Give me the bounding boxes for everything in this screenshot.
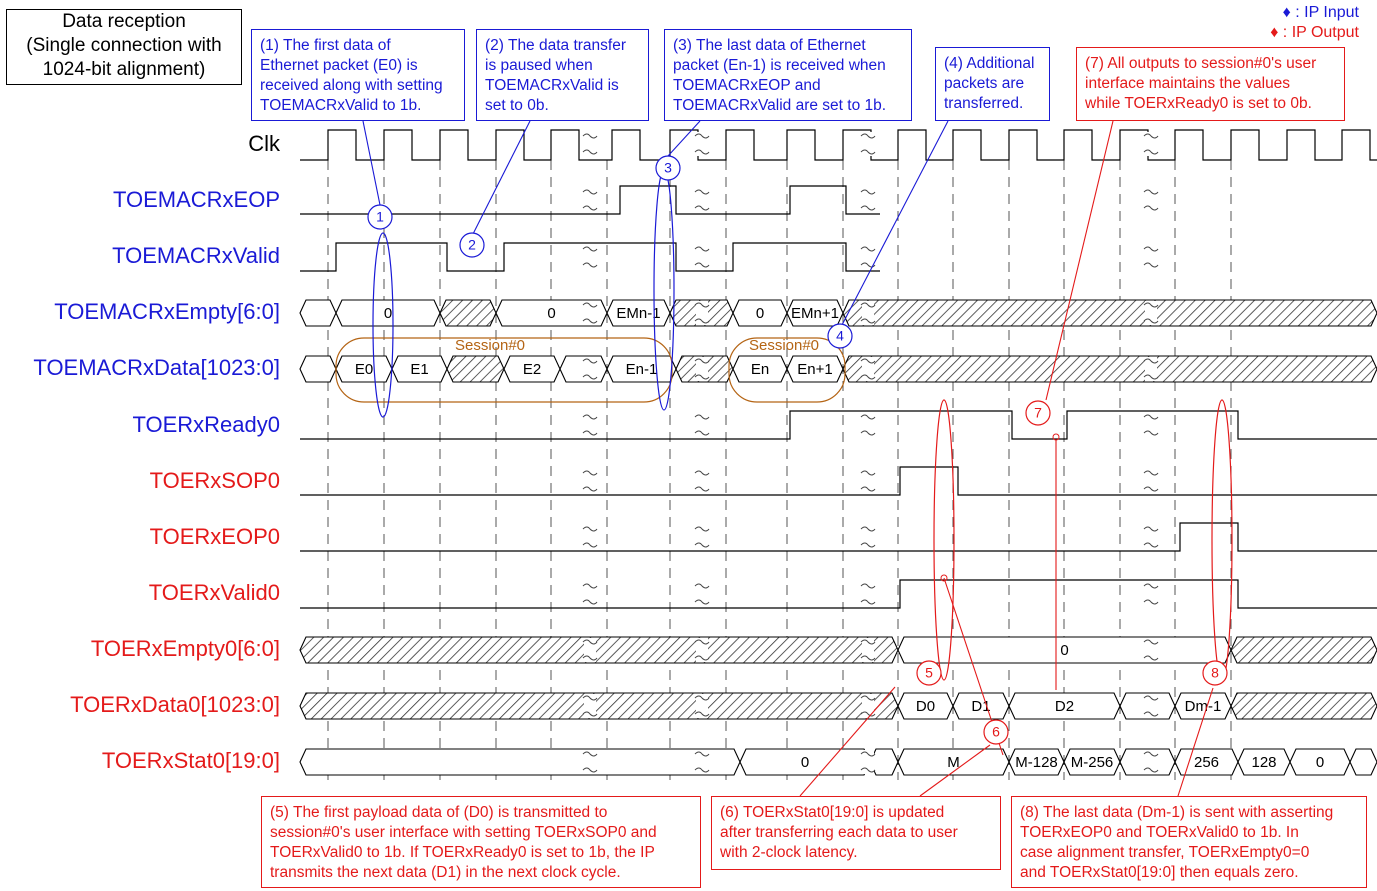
break-mark — [583, 301, 597, 325]
break-mark — [695, 413, 709, 437]
marker-number: 5 — [925, 664, 933, 681]
note-1-line: TOEMACRxValid to 1b. — [260, 97, 422, 114]
break-mark — [861, 638, 875, 662]
break-mark — [583, 750, 597, 774]
note-6 — [711, 796, 1001, 870]
break-mark — [1144, 357, 1158, 381]
note-7 — [1076, 47, 1345, 121]
note-8 — [1011, 796, 1367, 888]
note-7-line: interface maintains the values — [1085, 75, 1291, 92]
stat0-value: M-256 — [1070, 753, 1114, 771]
break-mark — [1144, 469, 1158, 493]
note-2-line: set to 0b. — [485, 97, 549, 114]
break-mark — [1144, 694, 1158, 718]
note-2 — [476, 29, 649, 121]
marker-number: 6 — [992, 723, 1000, 740]
break-mark — [695, 525, 709, 549]
mac-empty-value: EMn+1 — [791, 304, 839, 322]
callout-line — [472, 121, 530, 236]
break-mark — [1144, 188, 1158, 212]
session-label: Session#0 — [454, 336, 526, 354]
title-line-1: Data reception — [62, 11, 186, 32]
signal-label-sop0: TOERxSOP0 — [149, 468, 280, 493]
mac-data-value: En+1 — [797, 360, 833, 378]
note-8-line: TOERxEOP0 and TOERxValid0 to 1b. In — [1020, 824, 1299, 841]
break-mark — [695, 245, 709, 269]
note-8-line: and TOERxStat0[19:0] then equals zero. — [1020, 864, 1299, 881]
note-8-line: (8) The last data (Dm-1) is sent with asserting — [1020, 804, 1334, 821]
empty0-cell — [300, 637, 898, 663]
mac-empty-value: 0 — [547, 304, 556, 322]
mac-empty-cell — [440, 300, 496, 326]
break-mark — [861, 469, 875, 493]
break-mark — [583, 413, 597, 437]
note-1-line: received along with setting — [260, 77, 443, 94]
marker-number: 3 — [664, 159, 672, 176]
title-line-2: (Single connection with — [26, 35, 222, 56]
break-mark — [695, 188, 709, 212]
break-mark — [1144, 638, 1158, 662]
mac-empty-value: 0 — [383, 304, 393, 322]
stat0-value: 128 — [1251, 753, 1277, 771]
marker-number: 2 — [468, 236, 476, 253]
note-5-line: (5) The first payload data of (D0) is transmitted to — [270, 804, 608, 821]
note-6-line: after transferring each data to user — [720, 824, 958, 841]
break-mark — [695, 469, 709, 493]
stat0-cell — [300, 749, 740, 775]
mac-data-value: En — [750, 360, 770, 378]
note-4 — [935, 47, 1050, 121]
note-3-line: TOEMACRxEOP and — [673, 77, 821, 94]
break-mark — [861, 694, 875, 718]
signal-label-ready0: TOERxReady0 — [132, 412, 280, 437]
break-mark — [695, 301, 709, 325]
break-mark — [583, 469, 597, 493]
break-mark — [695, 357, 709, 381]
break-mark — [861, 413, 875, 437]
break-mark — [861, 750, 875, 774]
mac-data-cell — [843, 356, 1377, 382]
diagram-title — [6, 9, 242, 85]
data0-value: Dm-1 — [1184, 697, 1222, 715]
break-mark — [861, 525, 875, 549]
note-5-line: TOERxValid0 to 1b. If TOERxReady0 is set to 1b, the IP — [270, 844, 655, 861]
clk-wave — [300, 130, 1377, 160]
note-4-line: (4) Additional — [944, 55, 1035, 72]
note-1-line: (1) The first data of — [260, 37, 391, 54]
break-mark — [583, 357, 597, 381]
callout-line — [842, 121, 948, 325]
break-mark — [861, 357, 875, 381]
session-label: Session#0 — [748, 336, 820, 354]
data0-value: D2 — [1054, 697, 1075, 715]
note-7-line: (7) All outputs to session#0's user — [1085, 55, 1317, 72]
break-mark — [1144, 132, 1158, 156]
data0-cell — [1231, 693, 1377, 719]
signal-label-stat0: TOERxStat0[19:0] — [101, 748, 280, 773]
note-8-line: case alignment transfer, TOERxEmpty0=0 — [1020, 844, 1310, 861]
empty0-cell — [1231, 637, 1377, 663]
mac-empty-value: EMn-1 — [616, 304, 661, 322]
mac-data-value: E2 — [522, 360, 542, 378]
note-3 — [664, 29, 912, 121]
note-6-line: (6) TOERxStat0[19:0] is updated — [720, 804, 945, 821]
break-mark — [1144, 413, 1158, 437]
marker-number: 7 — [1034, 404, 1042, 421]
legend-output: ♦ : IP Output — [1270, 24, 1359, 41]
callout-line — [363, 121, 380, 205]
break-mark — [1144, 525, 1158, 549]
title-line-3: 1024-bit alignment) — [42, 59, 206, 80]
mac-data-value: E1 — [410, 360, 429, 378]
marker-number: 4 — [836, 327, 844, 344]
break-mark — [695, 694, 709, 718]
stat0-value: 0 — [800, 753, 810, 771]
break-mark — [861, 132, 875, 156]
note-7-line: while TOERxReady0 is set to 0b. — [1085, 95, 1312, 112]
stat0-value: M — [947, 753, 960, 771]
signal-label-empty0: TOERxEmpty0[6:0] — [90, 636, 280, 661]
note-5-line: session#0's user interface with setting TOERxSOP0 and — [270, 824, 657, 841]
note-3-line: TOEMACRxValid are set to 1b. — [673, 97, 887, 114]
break-mark — [583, 525, 597, 549]
mac-data-value: En-1 — [625, 360, 658, 378]
stat0-value: 0 — [1315, 753, 1325, 771]
break-mark — [861, 188, 875, 212]
note-3-line: packet (En-1) is received when — [673, 57, 886, 74]
break-mark — [583, 132, 597, 156]
signal-label-mac-empty: TOEMACRxEmpty[6:0] — [54, 299, 280, 324]
note-6-line: with 2-clock latency. — [720, 844, 858, 861]
stat0-value: 256 — [1193, 753, 1220, 771]
data0-value: D0 — [915, 697, 936, 715]
signal-label-valid0: TOERxValid0 — [148, 580, 280, 605]
break-mark — [583, 188, 597, 212]
signal-label-mac-eop: TOEMACRxEOP — [112, 187, 280, 212]
break-mark — [583, 638, 597, 662]
break-mark — [1144, 582, 1158, 606]
signal-label-clk: Clk — [248, 131, 280, 156]
note-1-line: Ethernet packet (E0) is — [260, 57, 418, 74]
break-mark — [861, 582, 875, 606]
note-4-line: packets are — [944, 75, 1025, 92]
note-1 — [251, 29, 465, 121]
data0-value: D1 — [971, 697, 991, 715]
note-5 — [261, 796, 701, 888]
signal-label-eop0: TOERxEOP0 — [149, 524, 280, 549]
note-2-line: (2) The data transfer — [485, 37, 627, 54]
break-mark — [695, 582, 709, 606]
break-mark — [1144, 245, 1158, 269]
break-mark — [583, 694, 597, 718]
break-mark — [583, 245, 597, 269]
mac-empty-cell — [300, 300, 336, 326]
data0-cell — [300, 693, 898, 719]
mac-empty-value: 0 — [755, 304, 765, 322]
break-mark — [695, 750, 709, 774]
signal-label-data0: TOERxData0[1023:0] — [70, 692, 280, 717]
note-2-line: is paused when — [485, 57, 593, 74]
signal-label-mac-data: TOEMACRxData[1023:0] — [33, 355, 280, 380]
empty0-value: 0 — [1060, 641, 1069, 659]
signal-label-mac-valid: TOEMACRxValid — [112, 243, 280, 268]
note-5-line: transmits the next data (D1) in the next clock cycle. — [270, 864, 621, 881]
mac-empty-cell — [843, 300, 1377, 326]
legend-input: ♦ : IP Input — [1282, 4, 1359, 21]
note-3-line: (3) The last data of Ethernet — [673, 37, 866, 54]
valid0-wave — [300, 580, 1377, 608]
note-4-line: transferred. — [944, 95, 1024, 112]
stat0-value: M-128 — [1015, 753, 1058, 771]
mac-data-value: E0 — [354, 360, 374, 378]
break-mark — [1144, 301, 1158, 325]
mac-data-cell — [300, 356, 336, 382]
sop0-wave — [300, 467, 1377, 495]
callout-line — [668, 121, 700, 156]
break-mark — [695, 132, 709, 156]
mac-data-cell — [447, 356, 504, 382]
break-mark — [583, 582, 597, 606]
marker-number: 8 — [1211, 664, 1219, 681]
marker-number: 1 — [376, 208, 384, 225]
break-mark — [695, 638, 709, 662]
note-2-line: TOEMACRxValid is — [485, 77, 619, 94]
eop0-wave — [300, 523, 1377, 551]
stat0-cell — [1350, 749, 1377, 775]
break-mark — [861, 301, 875, 325]
break-mark — [1144, 750, 1158, 774]
